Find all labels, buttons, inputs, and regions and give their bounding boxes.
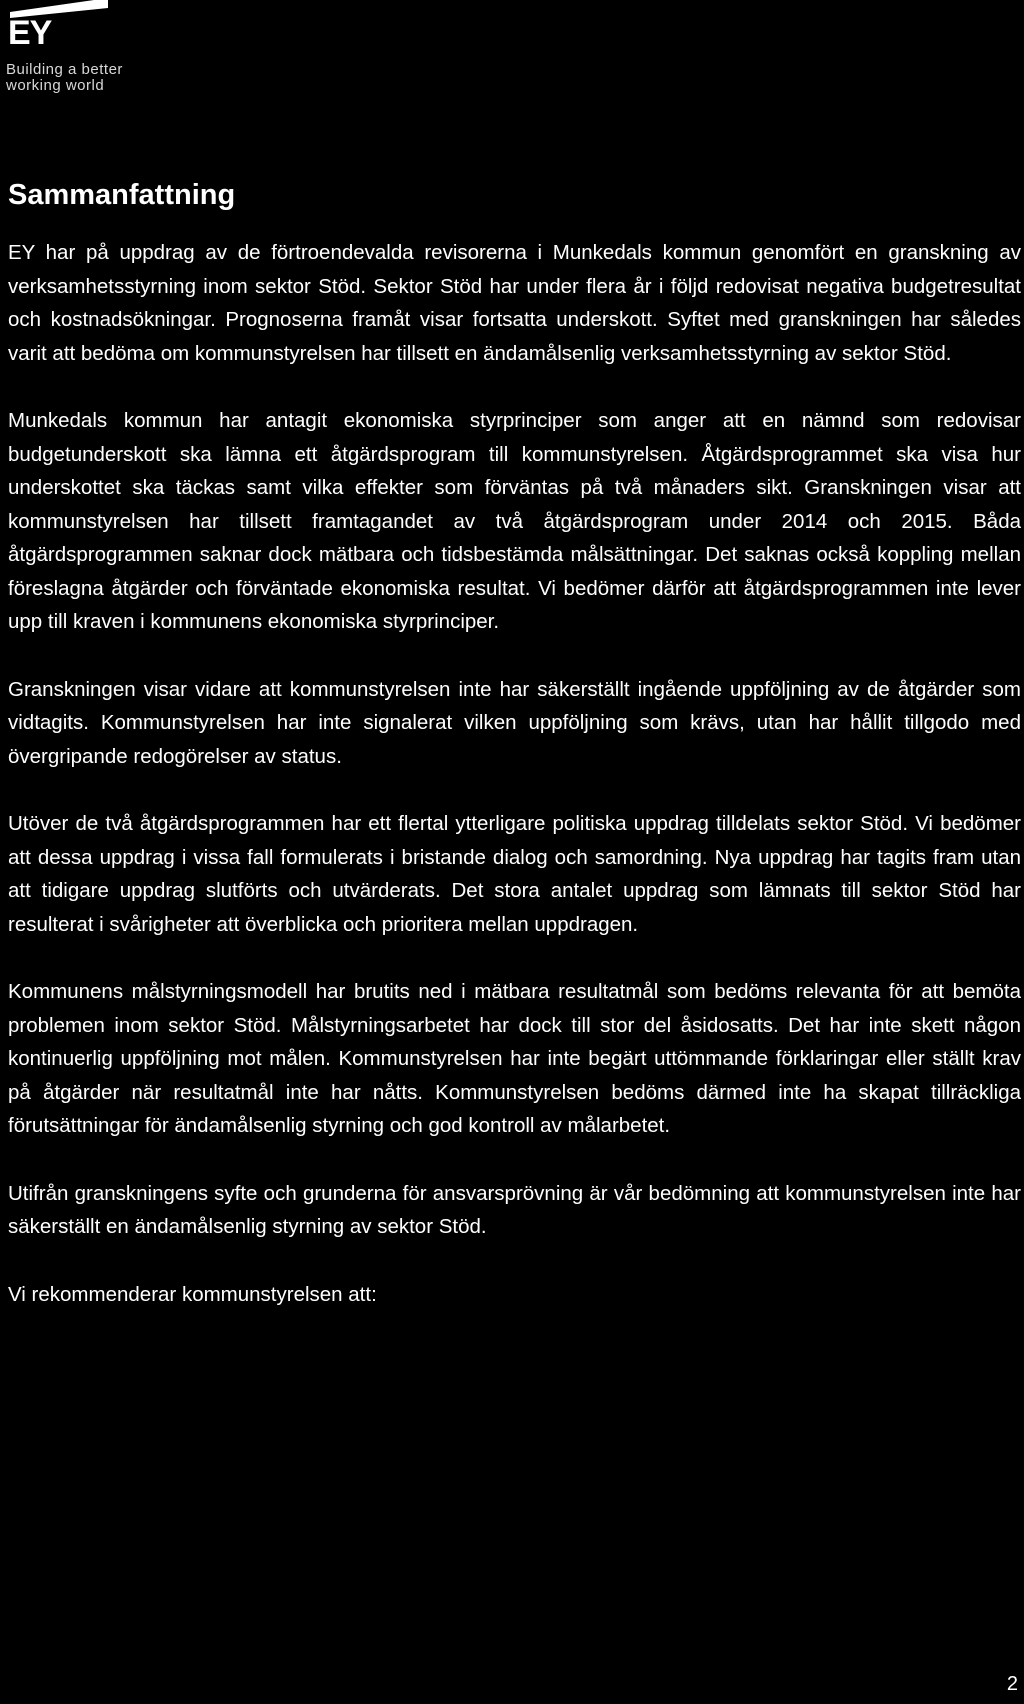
paragraph-7: Vi rekommenderar kommunstyrelsen att: xyxy=(8,1282,377,1306)
page-number: 2 xyxy=(1006,1673,1018,1695)
paragraph-3: Granskningen visar vidare att kommunstyrelsen inte har säkerställt ingående uppföljning av de åtgärder som vidtagits. Kommunstyrelsen har inte signalerat vilken uppföljning som krävs, utan har hållit tillgodo med övergripande redogörelser av status. xyxy=(8,677,1021,768)
tagline-line-2: working world xyxy=(6,77,105,94)
ey-logo-mark xyxy=(6,0,116,48)
ey-logo-brand: EY xyxy=(8,14,52,48)
paragraph-1: EY har på uppdrag av de förtroendevalda revisorerna i Munkedals kommun genomfört en granskning av verksamhetsstyrning inom sektor Stöd. Sektor Stöd har under flera år i följd redovisat negativa budgetresultat och kostnadsökningar. Prognoserna framåt visar fortsatta underskott. Syftet med granskningen har således varit att bedöma om kommunstyrelsen har tillsett en ändamålsenlig verksamhetsstyrning av sektor Stöd. xyxy=(8,241,1021,365)
paragraph-5: Kommunens målstyrningsmodell har brutits ned i mätbara resultatmål som bedöms relevanta för att bemöta problemen inom sektor Stöd. Målstyrningsarbetet har dock till stor del åsidosatts. Det har inte skett någon kontinuerlig uppföljning mot målen. Kommunstyrelsen har inte begärt uttömmande förklaringar eller ställt krav på åtgärder när resultatmål inte har nåtts. Kommunstyrelsen bedöms därmed inte ha skapat tillräckliga förutsättningar för ändamålsenlig styrning och god kontroll av målarbetet. xyxy=(8,980,1021,1137)
summary-body xyxy=(8,236,1021,1311)
paragraph-6: Utifrån granskningens syfte och grunderna för ansvarsprövning är vår bedömning att kommunstyrelsen inte har säkerställt en ändamålsenlig styrning av sektor Stöd. xyxy=(8,1181,1021,1238)
page-title: Sammanfattning xyxy=(8,179,236,211)
paragraph-4: Utöver de två åtgärdsprogrammen har ett flertal ytterligare politiska uppdrag tilldelats sektor Stöd. Vi bedömer att dessa uppdrag i vissa fall formulerats i bristande dialog och samordning. Nya uppdrag har tagits fram utan att tidigare uppdrag slutförts och utvärderats. Det stora antalet uppdrag som lämnats till sektor Stöd har resulterat i svårigheter att överblicka och prioritera mellan uppdragen. xyxy=(8,812,1021,936)
paragraph-2: Munkedals kommun har antagit ekonomiska styrprinciper som anger att en nämnd som redovisar budgetunderskott ska lämna ett åtgärdsprogram till kommunstyrelsen. Åtgärdsprogrammet ska visa hur underskottet ska täckas samt vilka effekter som förväntas på två månaders sikt. Granskningen visar att kommunstyrelsen har tillsett framtagandet av två åtgärdsprogram under 2014 och 2015. Båda åtgärdsprogrammen saknar dock mätbara och tidsbestämda målsättningar. Det saknas också koppling mellan föreslagna åtgärder och förväntade ekonomiska resultat. Vi bedömer därför att åtgärdsprogrammen inte lever upp till kraven i kommunens ekonomiska styrprinciper. xyxy=(8,409,1021,633)
ey-logo xyxy=(6,0,166,100)
ey-tagline xyxy=(6,62,123,94)
tagline-line-1: Building a better xyxy=(6,61,123,78)
